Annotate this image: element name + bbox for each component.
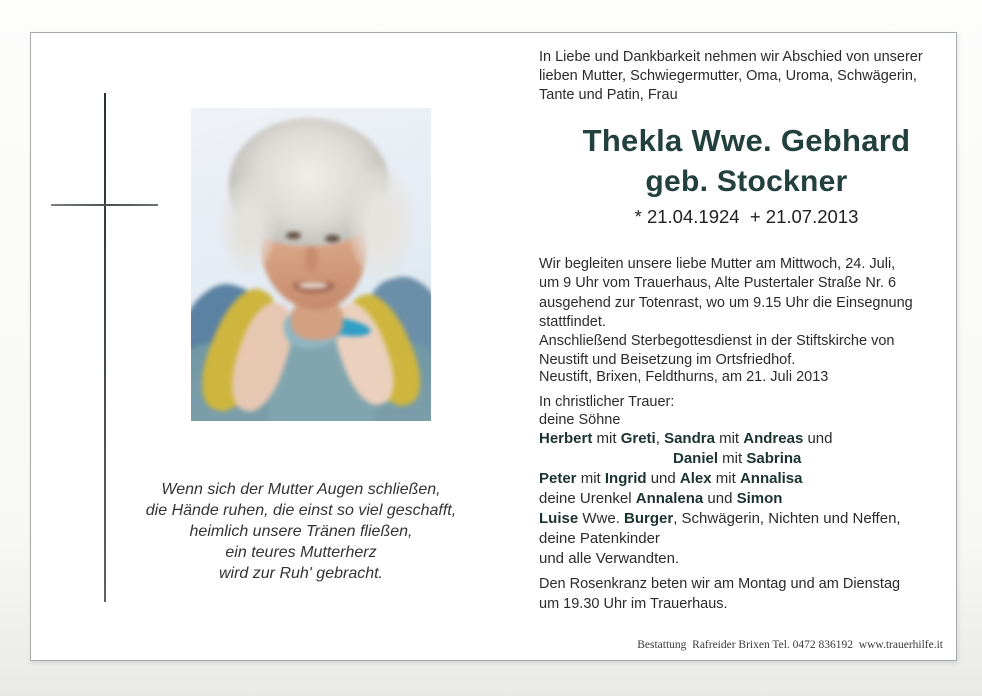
- poem-line: die Hände ruhen, die einst so viel geschafft,: [145, 502, 457, 519]
- eye-left-shape: [286, 232, 301, 239]
- mourner-line: Herbert mit Greti, Sandra mit Andreas und: [539, 430, 833, 447]
- deceased-name: Thekla Wwe. Gebhard: [582, 123, 911, 158]
- mourner-line: Luise Wwe. Burger, Schwägerin, Nichten und Neffen,: [539, 510, 901, 527]
- cross-horizontal-bar: [51, 204, 158, 206]
- mourning-intro: In christlicher Trauer:: [539, 394, 675, 410]
- funeral-line: stattfindet.: [539, 313, 606, 330]
- mourner-line: Peter mit Ingrid und Alex mit Annalisa: [539, 470, 803, 487]
- memorial-card: [30, 32, 957, 661]
- mourner-line: deine Urenkel Annalena und Simon: [539, 490, 783, 507]
- rosary-line: um 19.30 Uhr im Trauerhaus.: [539, 596, 728, 612]
- mourner-line: deine Patenkinder: [539, 530, 660, 547]
- teeth-shape: [299, 283, 327, 288]
- mourner-line: und alle Verwandten.: [539, 550, 680, 567]
- intro-line: In Liebe und Dankbarkeit nehmen wir Abschied von unserer: [539, 49, 923, 65]
- rosary-line: Den Rosenkranz beten wir am Montag und am Dienstag: [539, 576, 901, 592]
- funeral-details: [539, 255, 959, 371]
- intro-line: Tante und Patin, Frau: [539, 87, 678, 103]
- funeral-line: ausgehend zur Totenrast, wo um 9.15 Uhr die Einsegnung: [539, 294, 913, 311]
- intro-text: [539, 48, 954, 105]
- memorial-poem: [101, 479, 501, 584]
- portrait-painting: [191, 108, 431, 421]
- mourner-line: Daniel mit Sabrina: [673, 450, 802, 467]
- place-date-line: Neustift, Brixen, Feldthurns, am 21. Juli 2013: [539, 369, 829, 385]
- hair-left-shape: [221, 178, 276, 273]
- poem-line: wird zur Ruh' gebracht.: [218, 565, 383, 582]
- portrait-photo: [191, 108, 431, 421]
- mourners-list: [539, 429, 959, 569]
- funeral-line: um 9 Uhr vom Trauerhaus, Alte Pustertaler Straße Nr. 6: [539, 275, 897, 292]
- sons-label: deine Söhne: [539, 412, 621, 428]
- hair-right-shape: [349, 166, 413, 281]
- birth-death-dates: * 21.04.1924 + 21.07.2013: [634, 206, 859, 227]
- funeral-line: Wir begleiten unsere liebe Mutter am Mittwoch, 24. Juli,: [539, 256, 896, 272]
- funeral-home-imprint: Bestattung Rafreider Brixen Tel. 0472 836192 www.trauerhilfe.it: [637, 639, 943, 651]
- poem-line: Wenn sich der Mutter Augen schließen,: [161, 481, 441, 498]
- poem-line: heimlich unsere Tränen fließen,: [189, 523, 413, 540]
- poem-line: ein teures Mutterherz: [225, 544, 377, 561]
- nose-shape: [305, 246, 318, 272]
- funeral-line: Neustift und Beisetzung im Ortsfriedhof.: [539, 352, 796, 369]
- eye-right-shape: [325, 235, 340, 242]
- funeral-line: Anschließend Sterbegottesdienst in der Stiftskirche von: [539, 333, 895, 350]
- deceased-birth-name: geb. Stockner: [645, 165, 848, 198]
- rosary-notice: [539, 574, 959, 614]
- intro-line: lieben Mutter, Schwiegermutter, Oma, Uroma, Schwägerin,: [539, 68, 917, 84]
